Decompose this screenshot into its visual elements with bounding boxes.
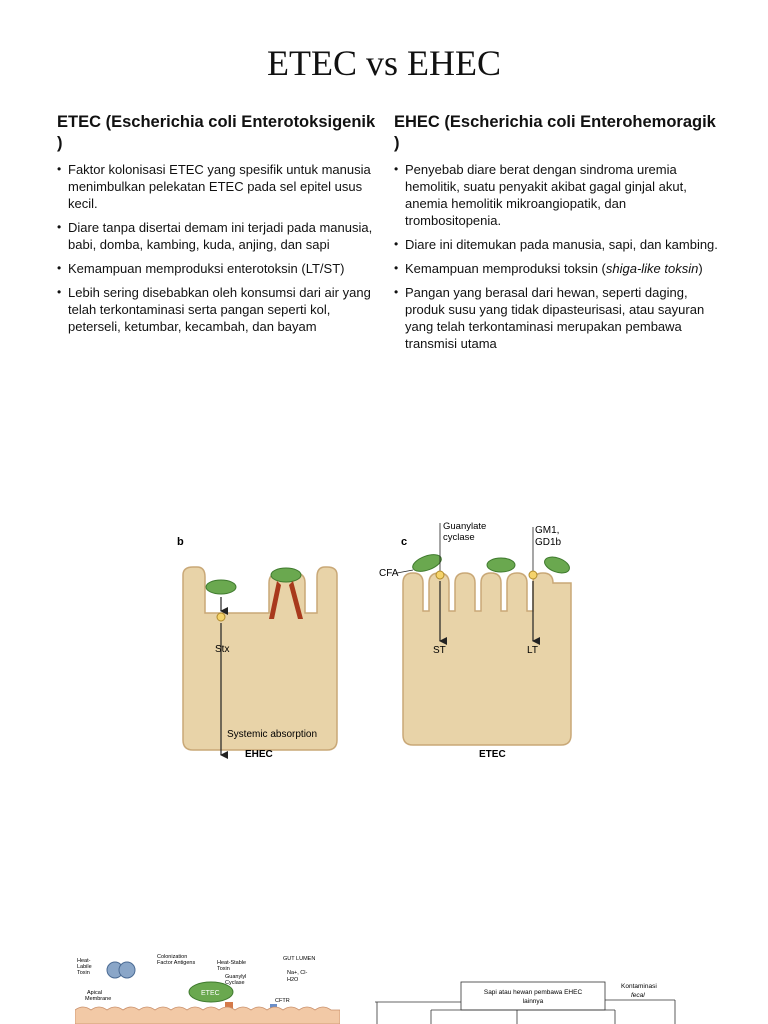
source-box-line2: lainnya [522,998,544,1005]
h2o-label: H2O [287,977,299,983]
ehec-bullet [394,260,724,277]
cfa-label: CFA [379,568,399,579]
lt-toxin-icon [119,962,135,978]
etec-bacterium-icon [487,558,515,572]
gd1b-label: GD1b [535,537,562,548]
ehec-bullet-list [394,161,724,352]
cyclase-label: cyclase [443,532,475,543]
etec-bullet: • Faktor kolonisasi ETEC yang spesifik untuk manusia menimbulkan pelekatan ETEC pada sel epitel usus kecil. [57,161,379,212]
ehec-caption: EHEC [245,749,273,760]
lt-receptor-icon [529,571,537,579]
source-box-line1: Sapi atau hewan pembawa EHEC [483,989,583,996]
etec-heading: ETEC (Escherichia coli Enterotoksigenik ) [57,113,376,152]
heat-labile-label-3: Toxin [77,970,90,976]
etec-bullet: • Lebih sering disebabkan oleh konsumsi dari air yang telah terkontaminasi serta pangan seperti kol, peterseli, ketumbar, kecambah, dan bayam [57,284,379,335]
gut-lumen-label: GUT LUMEN [283,956,316,962]
etec-column [57,112,379,342]
colonization-label: Colonization [157,954,188,960]
lt-label: LT [527,645,538,656]
ehec-enterocyte [183,567,337,750]
systemic-label: Systemic absorption [227,729,318,740]
etec-bullet: • Kemampuan memproduksi enterotoksin (LT/ST) [57,260,379,277]
cftr-label: CFTR [275,998,290,1004]
guanylyl-cyclase-label: Cyclase [225,980,245,986]
apical-label: Apical [87,990,102,996]
ehec-bullet-suffix: ) [698,261,703,276]
ehec-bullet: • Diare ini ditemukan pada manusia, sapi, dan kambing. [394,236,724,253]
contamination-label: Kontaminasi [621,983,657,990]
etec-enterocyte [403,573,571,745]
source-box [461,982,605,1010]
gm1-label: GM1, [535,525,560,536]
etec-bullet: • Diare tanpa disertai demam ini terjadi pada manusia, babi, domba, kambing, kuda, anjing, dan sapi [57,219,379,253]
receptor-icon [217,613,225,621]
guanylate-label: Guanylate [443,521,487,532]
panel-c-letter: c [401,536,408,548]
heat-stable-toxin-label: Toxin [217,966,230,972]
ehec-bacterium-icon [206,580,236,594]
epithelium-icon [75,1007,340,1024]
st-receptor-icon [436,571,444,579]
slide-title: ETEC vs EHEC [267,43,501,83]
ehec-bullet: • Pangan yang berasal dari hewan, seperti daging, produk susu yang tidak dipasteurisasi, atau sayuran yang telah terkontaminasi merupakan pembawa transmisi utama [394,284,724,352]
etec-bullet-list [57,161,379,335]
etec-mechanism-figure [75,952,340,1024]
ehec-attached-bacterium-icon [271,568,301,582]
membrane-label: Membrane [85,996,112,1002]
transmission-flowchart [375,978,705,1024]
heat-stable-label: Heat-Stable [217,960,247,966]
mechanism-figure [165,515,585,785]
etec-bacterium-label: ETEC [201,990,220,997]
ions-label: Na+, Cl- [287,970,308,976]
panel-b-letter: b [177,536,184,548]
ehec-bullet-italic: shiga-like toksin [605,261,699,276]
st-label: ST [433,645,446,656]
stx-label: Stx [215,644,230,655]
ehec-bullet: • Penyebab diare berat dengan sindroma uremia hemolitik, suatu penyakit akibat gagal ginjal akut, anemia hemolitik mikroangiopatik, dan trombositopenia. [394,161,724,229]
factor-antigens-label: Factor Antigens [157,960,196,966]
ehec-column [394,112,724,359]
heat-labile-label-1: Heat- [77,958,91,964]
heat-labile-label-2: Labile [77,964,92,970]
guanylyl-label: Guanylyl [225,974,247,980]
fecal-label: fecal [631,992,645,999]
ehec-heading: EHEC (Escherichia coli Enterohemoragik ) [394,113,716,152]
etec-caption: ETEC [479,749,506,760]
ehec-bullet-prefix: Kemampuan memproduksi toksin ( [405,261,606,276]
